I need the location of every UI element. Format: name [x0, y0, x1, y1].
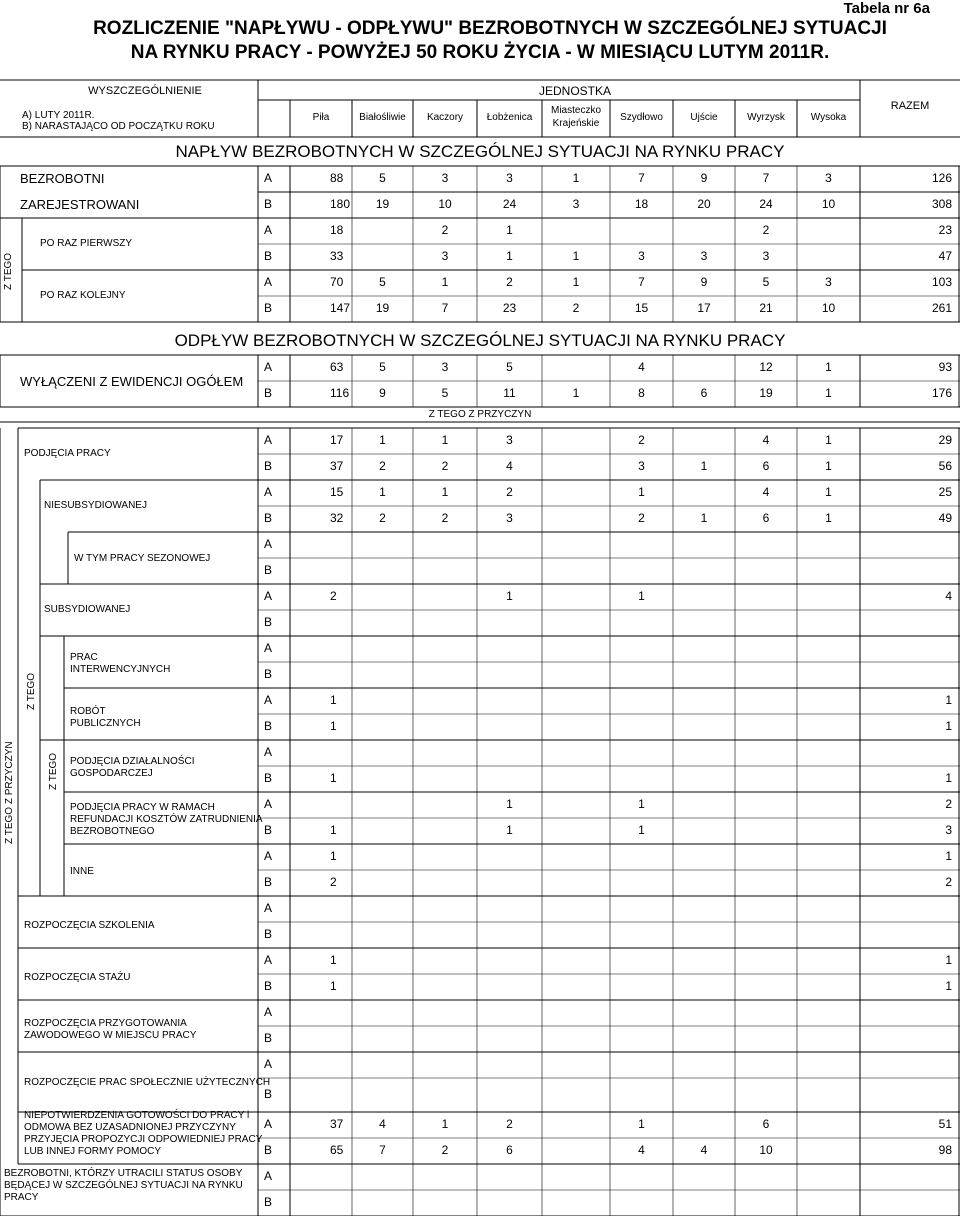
total-cell: 4 [945, 589, 952, 603]
value-cell: 1 [638, 823, 645, 837]
row-label: ROZPOCZĘCIA SZKOLENIA [24, 920, 155, 931]
total-cell: 56 [938, 459, 952, 473]
value-cell: 4 [638, 1143, 645, 1157]
total-cell: 308 [931, 197, 952, 211]
total-cell: 103 [931, 275, 952, 289]
row-label: ROZPOCZĘCIE PRAC SPOŁECZNIE UŻYTECZNYCH [24, 1077, 271, 1088]
section-naplyw: NAPŁYW BEZROBOTNYCH W SZCZEGÓLNEJ SYTUACJI NA RYNKU PRACY [175, 142, 785, 161]
total-cell: 93 [938, 360, 952, 374]
value-cell: 1 [379, 485, 386, 499]
row-label: PO RAZ PIERWSZY [40, 238, 133, 249]
report-title-line1: ROZLICZENIE "NAPŁYWU - ODPŁYWU" BEZROBOTNYCH W SZCZEGÓLNEJ SYTUACJI [93, 18, 887, 39]
row-type-a: A [264, 1057, 273, 1071]
value-cell: 116 [330, 386, 350, 400]
row-type-a: A [264, 849, 273, 863]
value-cell: 4 [700, 1143, 708, 1157]
total-cell: 1 [945, 719, 952, 733]
value-cell: 1 [825, 459, 832, 473]
value-cell: 19 [375, 197, 390, 211]
value-cell: 63 [330, 360, 344, 374]
value-cell: 6 [700, 386, 708, 400]
value-cell: 1 [330, 849, 337, 863]
value-cell: 5 [506, 360, 513, 374]
value-cell: 1 [572, 275, 580, 289]
row-type-a: A [264, 1005, 273, 1019]
value-cell: 1 [825, 511, 832, 525]
total-cell: 49 [938, 511, 952, 525]
value-cell: 11 [503, 386, 516, 400]
value-cell: 4 [379, 1117, 386, 1131]
value-cell: 70 [330, 275, 344, 289]
row-label: ROZPOCZĘCIA PRZYGOTOWANIA ZAWODOWEGO W MIEJSCU PRACY [24, 1018, 197, 1041]
total-cell: 176 [931, 386, 952, 400]
value-cell: 9 [700, 171, 708, 185]
total-cell: 98 [938, 1143, 952, 1157]
value-cell: 2 [506, 275, 513, 289]
row-label: SUBSYDIOWANEJ [44, 604, 131, 615]
value-cell: 12 [759, 360, 773, 374]
value-cell: 1 [330, 693, 337, 707]
total-cell: 1 [945, 693, 952, 707]
value-cell: 3 [762, 249, 770, 263]
value-cell: 1 [330, 771, 337, 785]
value-cell: 3 [441, 171, 449, 185]
value-cell: 6 [762, 511, 770, 525]
row-label: NIEPOTWIERDZENIA GOTOWOŚCI DO PRACY i ODMOWA BEZ UZASADNIONEJ PRZYCZYNY PRZYJĘCIA PROPOZYCJI ODPOWIEDNIEJ PRACY LUB INNEJ FORMY POMOCY [24, 1110, 263, 1157]
value-cell: 37 [330, 1117, 344, 1131]
total-cell: 1 [945, 849, 952, 863]
value-cell: 6 [762, 459, 770, 473]
value-cell: 2 [441, 511, 449, 525]
value-cell: 1 [506, 249, 513, 263]
row-type-a: A [264, 1169, 273, 1183]
value-cell: 21 [759, 301, 773, 315]
value-cell: 3 [506, 433, 513, 447]
row-label: ROBÓT PUBLICZNYCH [70, 706, 141, 729]
row-type-b: B [264, 459, 273, 473]
column-header: Wyrzysk [747, 112, 785, 123]
value-cell: 17 [697, 301, 711, 315]
total-cell: 261 [931, 301, 952, 315]
value-cell: 19 [759, 386, 773, 400]
row-type-b: B [264, 771, 273, 785]
row-type-b: B [264, 301, 273, 315]
value-cell: 1 [330, 823, 337, 837]
header-wyszczegolnienie: WYSZCZEGÓLNIENIE [88, 85, 202, 97]
value-cell: 10 [759, 1143, 773, 1157]
value-cell: 4 [762, 433, 770, 447]
row-type-a: A [264, 641, 273, 655]
value-cell: 1 [330, 979, 337, 993]
value-cell: 2 [506, 1117, 513, 1131]
row-type-b: B [264, 979, 273, 993]
value-cell: 37 [330, 459, 344, 473]
value-cell: 19 [375, 301, 390, 315]
value-cell: 1 [638, 589, 645, 603]
side-label-z-tego: Z TEGO [26, 672, 37, 710]
value-cell: 88 [330, 171, 344, 185]
value-cell: 1 [638, 797, 645, 811]
value-cell: 1 [506, 589, 513, 603]
row-type-b: B [264, 511, 273, 525]
value-cell: 147 [330, 301, 351, 315]
table-number: Tabela nr 6a [843, 0, 930, 17]
side-label-z-tego: Z TEGO [48, 752, 59, 790]
row-type-a: A [264, 433, 273, 447]
value-cell: 3 [441, 249, 449, 263]
side-label-z-tego-z-przyczyn: Z TEGO Z PRZYCZYN [4, 741, 15, 844]
row-type-b: B [264, 1031, 273, 1045]
value-cell: 1 [825, 360, 832, 374]
value-cell: 1 [506, 223, 513, 237]
row-label: BEZROBOTNI [20, 171, 105, 186]
value-cell: 3 [572, 197, 580, 211]
value-cell: 3 [506, 511, 513, 525]
value-cell: 32 [330, 511, 344, 525]
total-cell: 126 [931, 171, 952, 185]
value-cell: 180 [330, 197, 351, 211]
legend-a: A) LUTY 2011R. [22, 110, 95, 121]
total-cell: 3 [945, 823, 952, 837]
header-jednostka: JEDNOSTKA [538, 84, 611, 98]
row-type-b: B [264, 823, 273, 837]
value-cell: 2 [330, 589, 337, 603]
row-label: PODJĘCIA PRACY [24, 448, 111, 459]
value-cell: 3 [441, 360, 449, 374]
value-cell: 9 [700, 275, 708, 289]
row-label: BEZROBOTNI, KTÓRZY UTRACILI STATUS OSOBY BĘDĄCEJ W SZCZEGÓLNEJ SYTUACJI NA RYNKU PRACY [4, 1168, 243, 1203]
row-type-a: A [264, 745, 273, 759]
row-label: ZAREJESTROWANI [20, 197, 140, 212]
row-type-b: B [264, 563, 273, 577]
row-type-a: A [264, 693, 273, 707]
value-cell: 1 [441, 1117, 449, 1131]
value-cell: 1 [700, 511, 708, 525]
row-type-b: B [264, 1087, 273, 1101]
side-label-z-tego: Z TEGO [3, 252, 14, 290]
total-cell: 51 [938, 1117, 952, 1131]
value-cell: 7 [379, 1143, 386, 1157]
column-header: Piła [312, 112, 330, 123]
value-cell: 2 [762, 223, 770, 237]
row-label: PO RAZ KOLEJNY [40, 290, 126, 301]
value-cell: 3 [825, 171, 832, 185]
value-cell: 3 [506, 171, 513, 185]
row-type-a: A [264, 485, 273, 499]
value-cell: 2 [441, 223, 449, 237]
value-cell: 1 [441, 485, 449, 499]
report-title-line2: NA RYNKU PRACY - POWYŻEJ 50 ROKU ŻYCIA - W MIESIĄCU LUTYM 2011R. [130, 42, 830, 63]
row-type-b: B [264, 197, 273, 211]
value-cell: 2 [330, 875, 337, 889]
column-header: Kaczory [426, 112, 464, 123]
value-cell: 3 [700, 249, 708, 263]
value-cell: 1 [441, 433, 449, 447]
value-cell: 2 [379, 459, 386, 473]
value-cell: 2 [638, 433, 645, 447]
total-cell: 23 [938, 223, 952, 237]
row-label: INNE [70, 866, 94, 877]
row-label: ROZPOCZĘCIA STAŻU [24, 972, 131, 983]
value-cell: 7 [441, 301, 449, 315]
row-type-b: B [264, 875, 273, 889]
row-type-b: B [264, 1195, 273, 1209]
column-header: Łobżenica [486, 112, 533, 123]
value-cell: 7 [638, 275, 645, 289]
value-cell: 4 [506, 459, 513, 473]
value-cell: 24 [759, 197, 773, 211]
total-cell: 1 [945, 979, 952, 993]
value-cell: 1 [638, 485, 645, 499]
row-type-a: A [264, 275, 273, 289]
row-type-b: B [264, 615, 273, 629]
column-header: Białośliwie [359, 112, 406, 123]
value-cell: 3 [638, 459, 645, 473]
row-type-a: A [264, 360, 273, 374]
row-type-b: B [264, 719, 273, 733]
value-cell: 24 [502, 197, 517, 211]
row-type-a: A [264, 171, 273, 185]
value-cell: 8 [638, 386, 645, 400]
value-cell: 5 [379, 360, 386, 374]
section-odplyw: ODPŁYW BEZROBOTNYCH W SZCZEGÓLNEJ SYTUACJI NA RYNKU PRACY [174, 331, 786, 350]
value-cell: 6 [506, 1143, 513, 1157]
row-type-a: A [264, 223, 273, 237]
column-header: Wysoka [810, 112, 847, 123]
column-header: Szydłowo [620, 112, 663, 123]
value-cell: 5 [762, 275, 770, 289]
row-type-b: B [264, 249, 273, 263]
value-cell: 5 [379, 275, 386, 289]
value-cell: 3 [825, 275, 832, 289]
value-cell: 33 [330, 249, 344, 263]
total-cell: 47 [938, 249, 952, 263]
header-razem: RAZEM [890, 100, 930, 112]
row-type-a: A [264, 901, 273, 915]
value-cell: 1 [506, 823, 513, 837]
value-cell: 15 [634, 301, 649, 315]
value-cell: 5 [379, 171, 386, 185]
value-cell: 6 [762, 1117, 770, 1131]
value-cell: 1 [825, 433, 832, 447]
value-cell: 7 [638, 171, 645, 185]
value-cell: 3 [638, 249, 645, 263]
value-cell: 17 [330, 433, 344, 447]
row-type-b: B [264, 667, 273, 681]
legend-b: B) NARASTAJĄCO OD POCZĄTKU ROKU [22, 121, 215, 132]
value-cell: 9 [379, 386, 386, 400]
value-cell: 1 [572, 386, 580, 400]
value-cell: 1 [441, 275, 449, 289]
row-type-a: A [264, 953, 273, 967]
value-cell: 10 [438, 197, 452, 211]
value-cell: 7 [762, 171, 770, 185]
total-cell: 1 [945, 953, 952, 967]
caption-z-tego-z-przyczyn: Z TEGO Z PRZYCZYN [428, 409, 532, 420]
total-cell: 2 [945, 797, 952, 811]
total-cell: 2 [945, 875, 952, 889]
value-cell: 65 [330, 1143, 344, 1157]
value-cell: 1 [638, 1117, 645, 1131]
row-label: NIESUBSYDIOWANEJ [44, 500, 147, 511]
row-label: WYŁĄCZENI Z EWIDENCJI OGÓŁEM [20, 374, 244, 389]
row-label: W TYM PRACY SEZONOWEJ [74, 553, 211, 564]
value-cell: 15 [330, 485, 344, 499]
value-cell: 2 [638, 511, 645, 525]
row-type-b: B [264, 927, 273, 941]
row-type-b: B [264, 1143, 273, 1157]
row-type-a: A [264, 1117, 273, 1131]
value-cell: 1 [825, 386, 832, 400]
row-label: PRAC INTERWENCYJNYCH [70, 652, 171, 675]
value-cell: 1 [572, 171, 580, 185]
value-cell: 18 [330, 223, 344, 237]
row-type-a: A [264, 589, 273, 603]
value-cell: 4 [762, 485, 770, 499]
row-type-b: B [264, 386, 273, 400]
row-type-a: A [264, 537, 273, 551]
value-cell: 10 [821, 197, 836, 211]
column-header: Ujście [690, 112, 718, 123]
value-cell: 18 [634, 197, 649, 211]
value-cell: 4 [638, 360, 645, 374]
value-cell: 2 [379, 511, 386, 525]
total-cell: 29 [938, 433, 952, 447]
value-cell: 10 [821, 301, 836, 315]
value-cell: 2 [572, 301, 580, 315]
value-cell: 1 [379, 433, 386, 447]
value-cell: 1 [572, 249, 580, 263]
value-cell: 2 [441, 459, 449, 473]
row-label: PODJĘCIA DZIAŁALNOŚCI GOSPODARCZEJ [70, 756, 195, 779]
row-label: PODJĘCIA PRACY W RAMACH REFUNDACJI KOSZTÓW ZATRUDNIENIA BEZROBOTNEGO [70, 802, 263, 837]
total-cell: 1 [945, 771, 952, 785]
value-cell: 1 [330, 719, 337, 733]
value-cell: 1 [330, 953, 337, 967]
value-cell: 20 [697, 197, 711, 211]
value-cell: 23 [502, 301, 517, 315]
value-cell: 5 [441, 386, 449, 400]
value-cell: 1 [825, 485, 832, 499]
value-cell: 2 [506, 485, 513, 499]
value-cell: 1 [700, 459, 708, 473]
value-cell: 1 [506, 797, 513, 811]
row-type-a: A [264, 797, 273, 811]
total-cell: 25 [938, 485, 952, 499]
value-cell: 2 [441, 1143, 449, 1157]
column-header: Miasteczko Krajeńskie [550, 105, 601, 129]
